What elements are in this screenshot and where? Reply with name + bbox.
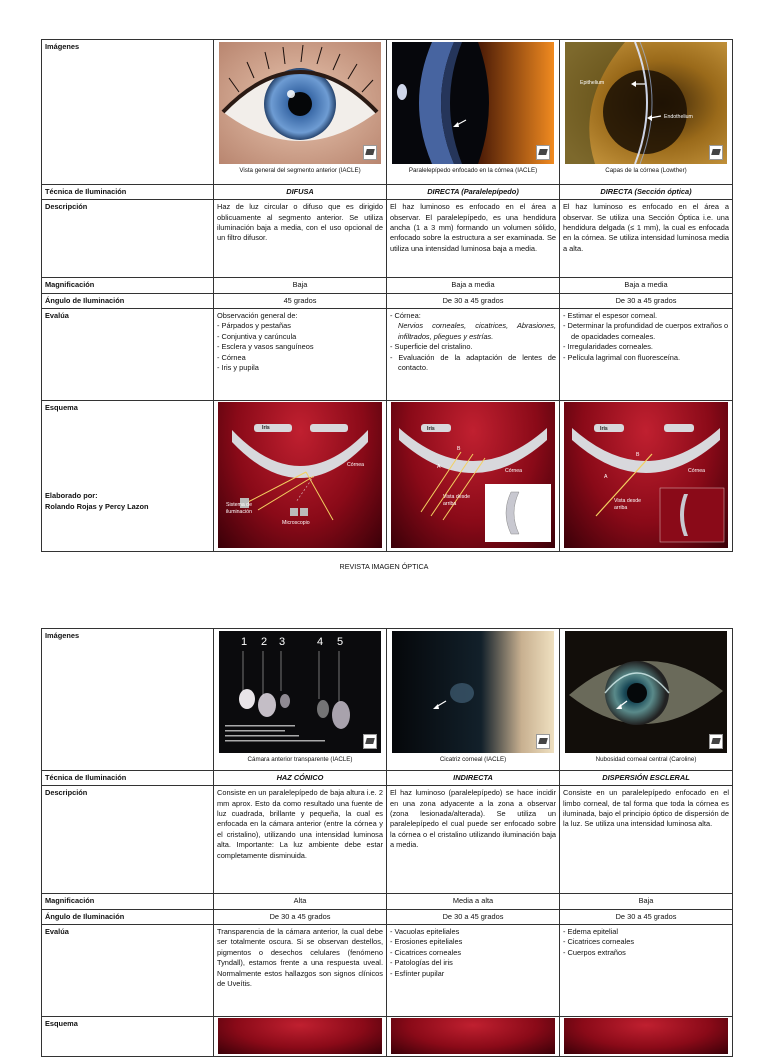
evaluates-item: - Patologías del iris (390, 958, 556, 968)
author-title: Elaborado por: (45, 491, 98, 501)
evaluates-subitem: Nervios corneales, cicatrices, Abrasiones, infiltrados, pliegues y estrías. (398, 321, 556, 341)
description-text: El haz luminoso es enfocado en el área a observar. El paralelepípedo, es una hendidura ancha (1 a 3 mm) formando un volumen sólido, enfocado sobre la estructura a ser examinada. Se utiliza una intensidad luminosa baja a media. (387, 200, 560, 278)
technique-name: DISPERSIÓN ESCLERAL (560, 771, 733, 786)
technique-name: DIFUSA (214, 185, 387, 200)
slit-lamp-photo-sclerotic-scatter (565, 631, 727, 753)
point-a-label: A (604, 474, 608, 481)
angle-value: De 30 a 45 grados (387, 909, 560, 924)
magnification-value: Media a alta (387, 894, 560, 909)
row-label-images: Imágenes (42, 629, 214, 771)
iris-label: Iris (600, 426, 608, 433)
image-cell-seccion-optica (560, 40, 733, 185)
image-caption: Vista general del segmento anterior (IACLE) (239, 167, 361, 174)
magnification-value: Baja a media (387, 278, 560, 293)
evaluates-item: - Párpados y pestañas (217, 321, 383, 331)
slit-lamp-photo-conic-beam (219, 631, 381, 753)
scheme-cell-difusa (214, 401, 387, 552)
angle-value: De 30 a 45 grados (214, 909, 387, 924)
row-label-scheme (42, 401, 214, 552)
scheme-cell-seccion-optica (560, 401, 733, 552)
scheme-diagram-paralelepipedo (391, 402, 555, 548)
evaluates-item: - Córnea: (390, 311, 556, 321)
evaluates-item: - Irregularidades corneales. (563, 342, 729, 352)
scheme-diagram-difusa (218, 402, 382, 548)
image-caption: Cámara anterior transparente (IACLE) (247, 756, 353, 763)
technique-name: INDIRECTA (387, 771, 560, 786)
evaluates-item: - Cicatrices corneales (563, 937, 729, 947)
evaluates-intro: Observación general de: (217, 311, 298, 321)
cornea-label: Córnea (347, 462, 365, 469)
magazine-footer: REVISTA IMAGEN ÓPTICA (339, 562, 429, 571)
technique-name: HAZ CÓNICO (214, 771, 387, 786)
scheme-cell-indirecta (387, 1017, 560, 1057)
angle-value: 45 grados (214, 293, 387, 308)
image-cell-difusa (214, 40, 387, 185)
point-a-label: A (437, 464, 441, 471)
image-cell-indirecta (387, 629, 560, 771)
magnification-value: Alta (214, 894, 387, 909)
evaluates-item: - Película lagrimal con fluoresceína. (563, 353, 729, 363)
evaluates-list (214, 309, 387, 401)
reflection-number: 1 (241, 636, 248, 648)
evaluates-list (560, 309, 733, 401)
scheme-cell-dispersion-escleral (560, 1017, 733, 1057)
scheme-diagram-indirecta (391, 1018, 555, 1054)
row-label-angle: Ángulo de Iluminación (42, 909, 214, 924)
reflection-number: 4 (317, 636, 324, 648)
evaluates-list (387, 309, 560, 401)
evaluates-list (560, 925, 733, 1017)
row-label-magnification: Magnificación (42, 894, 214, 909)
evaluates-item: - Erosiones epiteliales (390, 937, 556, 947)
image-caption: Paralelepípedo enfocado en la córnea (IACLE) (408, 167, 538, 174)
illumination-system-label: Sistema de iluminación (226, 502, 252, 516)
description-text: El haz luminoso (paralelepípedo) se hace incidir en una zona adyacente a la zona a observar (zona lesionada/alterada). Se utiliza un paralelepípedo el cual puede ser enfocado sobre la córnea o el cristalino utilizando iluminación baja a media. (387, 786, 560, 894)
top-view-label: Vista desde arriba (443, 494, 471, 508)
scheme-diagram-seccion-optica (564, 402, 728, 548)
image-caption: Cicatriz corneal (IACLE) (439, 756, 507, 763)
image-caption: Nubosidad corneal central (Caroline) (595, 756, 697, 763)
evaluates-item: - Cicatrices corneales (390, 948, 556, 958)
technique-table-1 (41, 39, 733, 552)
cornea-label: Córnea (505, 468, 523, 475)
image-cell-dispersion-escleral (560, 629, 733, 771)
description-text: Consiste en un paralelepípedo de baja altura i.e. 2 mm aprox. Esto da como resultado una fuente de luz cuadrada, brillante y pequeña, la cual es enfocada en la cámara anterior (entre la córnea y el cristalino), utilizando una intensidad luminosa alta. Importante: La luz ambiente debe estar completamente disminuida. (214, 786, 387, 894)
evaluates-list (387, 925, 560, 1017)
iacle-logo-icon (536, 145, 550, 160)
scheme-cell-haz-conico (214, 1017, 387, 1057)
technique-table-2 (41, 628, 733, 1057)
reflection-number: 3 (279, 636, 286, 648)
technique-name: DIRECTA (Paralelepípedo) (387, 185, 560, 200)
angle-value: De 30 a 45 grados (387, 293, 560, 308)
iris-label: Iris (427, 426, 435, 433)
iris-label: Iris (262, 425, 270, 432)
row-label-evaluates: Evalúa (42, 309, 214, 401)
endothelium-label: Endothelium (664, 114, 693, 120)
iacle-logo-icon (709, 734, 723, 749)
evaluates-item: - Determinar la profundidad de cuerpos extraños o de opacidades corneales. (563, 321, 729, 342)
scheme-diagram-haz-conico (218, 1018, 382, 1054)
row-label-angle: Ángulo de Iluminación (42, 293, 214, 308)
iacle-logo-icon (709, 145, 723, 160)
reflection-number: 2 (261, 636, 268, 648)
evaluates-item: - Cuerpos extraños (563, 948, 729, 958)
iacle-logo-icon (536, 734, 550, 749)
row-label-evaluates: Evalúa (42, 925, 214, 1017)
iacle-logo-icon (363, 734, 377, 749)
row-label-description: Descripción (42, 200, 214, 278)
magnification-value: Baja (214, 278, 387, 293)
row-label-magnification: Magnificación (42, 278, 214, 293)
evaluates-item: - Esclera y vasos sanguíneos (217, 342, 383, 352)
point-b-label: B (457, 446, 461, 453)
microscope-label: Microscopio (282, 520, 310, 527)
top-view-label: Vista desde arriba (614, 498, 642, 512)
evaluates-text: Transparencia de la cámara anterior, la cual debe ser totalmente oscura. Si se observan destellos, pigmentos o desechos celulares (fenómeno Tyndall), estamos frente a una respuesta uveal. Normalmente estos hallazgos son signos clínicos de Uveítis. (214, 925, 387, 1017)
magnification-value: Baja a media (560, 278, 733, 293)
description-text: Consiste en un paralelepípedo enfocado en el limbo corneal, de tal forma que toda la córnea es iluminada, bajo el principio óptico de dispersión de la luz. Se utiliza una intensidad luminosa alta. (560, 786, 733, 894)
slit-lamp-photo-optical-section (565, 42, 727, 164)
evaluates-item: - Superficie del cristalino. (390, 342, 556, 352)
evaluates-item: - Evaluación de la adaptación de lentes de contacto. (390, 353, 556, 374)
scheme-label: Esquema (45, 403, 78, 413)
evaluates-item: - Conjuntiva y carúncula (217, 332, 383, 342)
slit-lamp-photo-parallelepiped (392, 42, 554, 164)
iacle-logo-icon (363, 145, 377, 160)
evaluates-item: - Estimar el espesor corneal. (563, 311, 729, 321)
angle-value: De 30 a 45 grados (560, 293, 733, 308)
eye-photo-general (219, 42, 381, 164)
angle-value: De 30 a 45 grados (560, 909, 733, 924)
technique-name: DIRECTA (Sección óptica) (560, 185, 733, 200)
epithelium-label: Epithelium (580, 80, 605, 86)
row-label-technique: Técnica de Iluminación (42, 771, 214, 786)
scheme-diagram-dispersion-escleral (564, 1018, 728, 1054)
row-label-scheme: Esquema (42, 1017, 214, 1057)
evaluates-item: - Iris y pupila (217, 363, 383, 373)
slit-lamp-photo-corneal-scar (392, 631, 554, 753)
evaluates-item: - Edema epitelial (563, 927, 729, 937)
point-b-label: B (636, 452, 640, 459)
image-cell-paralelepipedo (387, 40, 560, 185)
image-cell-haz-conico (214, 629, 387, 771)
description-text: Haz de luz circular o difuso que es dirigido oblicuamente al segmento anterior. Se utiliza iluminación baja a media, con el uso opcional de un filtro difusor. (214, 200, 387, 278)
row-label-description: Descripción (42, 786, 214, 894)
description-text: El haz luminoso es enfocado en el área a observar. Se utiliza una Sección Óptica i.e. una hendidura delgada (≤ 1 mm), la cual es enfocada en la córnea. Se utiliza intensidad luminosa media a alta. (560, 200, 733, 278)
evaluates-item: - Córnea (217, 353, 383, 363)
evaluates-item: - Vacuolas epiteliales (390, 927, 556, 937)
reflection-number: 5 (337, 636, 344, 648)
row-label-technique: Técnica de Iluminación (42, 185, 214, 200)
image-caption: Capas de la córnea (Lowther) (605, 167, 687, 174)
author-names: Rolando Rojas y Percy Lazon (45, 501, 149, 511)
evaluates-item: - Esfínter pupilar (390, 969, 556, 979)
magnification-value: Baja (560, 894, 733, 909)
row-label-images: Imágenes (42, 40, 214, 185)
cornea-label: Córnea (688, 468, 706, 475)
scheme-cell-paralelepipedo (387, 401, 560, 552)
